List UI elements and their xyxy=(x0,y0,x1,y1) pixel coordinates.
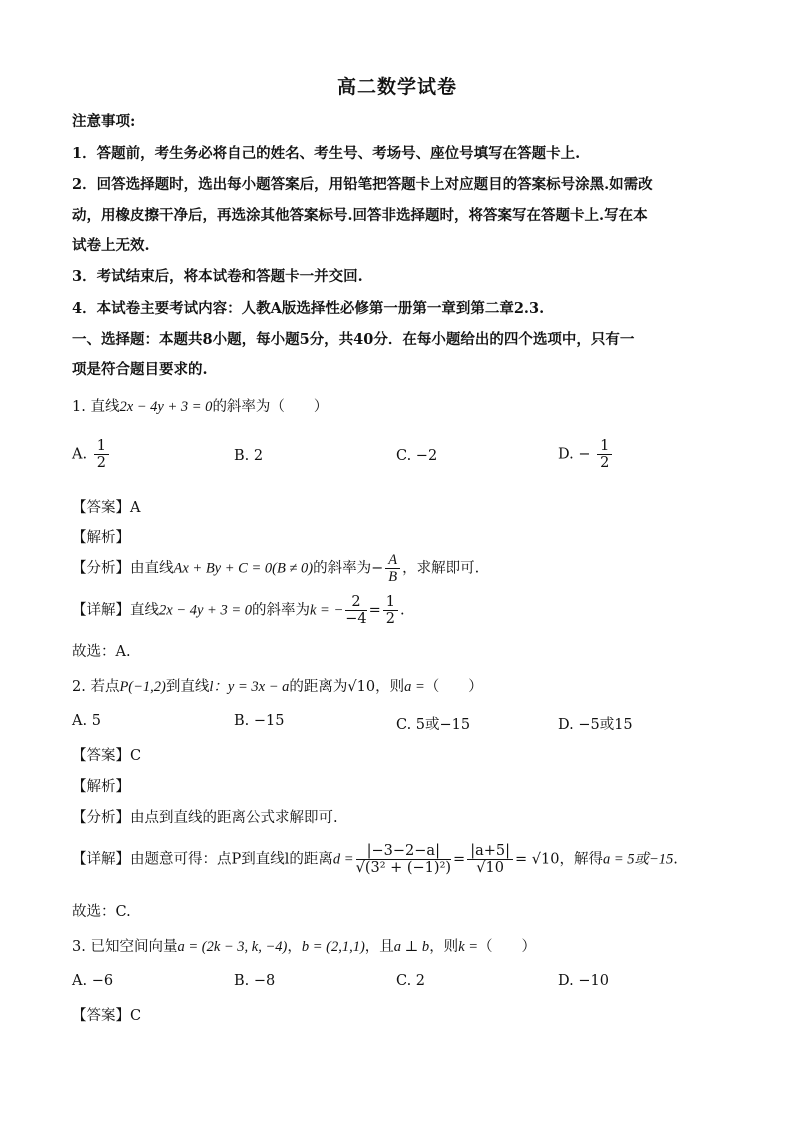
q3-comma: ， xyxy=(287,939,302,955)
q1-detail-den2: 2 xyxy=(385,611,396,627)
q3-option-c: C. 2 xyxy=(396,973,426,989)
q2-detail-tag: 【详解】 xyxy=(72,851,130,868)
q2-detail-eqsign: = xyxy=(453,851,466,868)
q1-detail-k: k = − xyxy=(309,602,344,619)
q2-detail-num1: |−3−2−a| xyxy=(356,843,451,860)
q3-perp: a ⊥ b xyxy=(393,939,430,955)
q1-fenxi-num: A xyxy=(385,552,400,569)
q1-fenxi-end: ，求解即可. xyxy=(402,560,480,577)
q1-detail-eqsign: = xyxy=(368,602,381,619)
q3-suffix: ，则 xyxy=(429,939,459,955)
q1-fenxi-tag: 【分析】 xyxy=(72,560,130,577)
note-item-2c: 试卷上无效. xyxy=(72,237,150,254)
q3-option-d: D. −10 xyxy=(558,973,609,989)
q1-detail-num1: 2 xyxy=(345,594,366,611)
section-heading-line2: 项是符合题目要求的. xyxy=(72,361,208,378)
q1-detail-text: 直线 xyxy=(130,602,159,619)
notes-heading: 注意事项: xyxy=(72,113,136,130)
q3-paren: （ ） xyxy=(478,939,537,955)
q2-option-a: A. 5 xyxy=(72,713,101,729)
q2-detail-solve: ，解得 xyxy=(559,851,603,868)
q1-option-d-den: 2 xyxy=(600,455,610,471)
q1-option-a-den: 2 xyxy=(96,455,106,471)
q1-detail-text2: 的斜率为 xyxy=(251,602,310,619)
q3-vector-b: b = (2,1,1) xyxy=(301,939,365,955)
q2-option-c: C. 5或−15 xyxy=(396,717,471,733)
q1-option-d xyxy=(558,438,614,471)
q2-analysis-heading: 【解析】 xyxy=(72,779,130,795)
q2-fenxi: 【分析】由点到直线的距离公式求解即可. xyxy=(72,810,338,826)
q3-answer: 【答案】C xyxy=(72,1008,142,1024)
q2-detail-fraction1 xyxy=(356,843,451,876)
q1-fenxi-text: 由直线 xyxy=(130,560,174,577)
q1-option-d-fraction xyxy=(597,438,612,471)
q2-option-b: B. −15 xyxy=(234,713,285,729)
note-item-4: 4．本试卷主要考试内容：人教A版选择性必修第一册第一章到第二章2.3. xyxy=(72,300,545,317)
q1-fenxi xyxy=(72,552,479,585)
q1-equation: 2x − 4y + 3 = 0 xyxy=(119,399,213,415)
q1-option-a-label: A. xyxy=(72,446,88,463)
q1-suffix: 的斜率为（ ） xyxy=(212,399,329,415)
q3-option-a: A. −6 xyxy=(72,973,114,989)
q1-choice: 故选：A. xyxy=(72,644,131,660)
q2-a: a = xyxy=(404,679,425,695)
q3-k: k = xyxy=(458,939,479,955)
q1-analysis-heading: 【解析】 xyxy=(72,530,130,546)
q2-detail-end: . xyxy=(673,851,678,868)
q1-detail-fraction2 xyxy=(383,594,398,627)
q2-detail-d: d = xyxy=(332,851,354,868)
q2-mid2: 的距离为 xyxy=(289,679,348,695)
note-item-2a: 2．回答选择题时，选出每小题答案后，用铅笔把答题卡上对应题目的答案标号涂黑.如需改 xyxy=(72,176,653,193)
q1-option-b: B. 2 xyxy=(234,448,264,464)
q2-prefix: 2. 若点 xyxy=(72,679,120,695)
q2-suffix: ，则 xyxy=(375,679,405,695)
q2-line: l：y = 3x − a xyxy=(209,679,290,695)
q2-detail-text: 由题意可得：点P到直线l的距离 xyxy=(130,851,333,868)
q1-fenxi-equation: Ax + By + C = 0(B ≠ 0) xyxy=(173,560,314,577)
q2-detail-value: a = 5或−15 xyxy=(602,851,674,868)
q1-option-d-label: D. − xyxy=(558,446,591,463)
q1-prefix: 1. 直线 xyxy=(72,399,120,415)
q3-prefix: 3. 已知空间向量 xyxy=(72,939,178,955)
section-heading-line1: 一、选择题：本题共8小题，每小题5分，共40分．在每小题给出的四个选项中，只有一 xyxy=(72,331,635,348)
q1-detail-fraction1 xyxy=(345,594,366,627)
q3-vector-a: a = (2k − 3, k, −4) xyxy=(177,939,288,955)
q2-point: P(−1,2) xyxy=(119,679,166,695)
q2-paren: （ ） xyxy=(424,679,483,695)
note-item-3: 3．考试结束后，将本试卷和答题卡一并交回. xyxy=(72,268,363,285)
note-item-2b: 动，用橡皮擦干净后，再选涂其他答案标号.回答非选择题时，将答案写在答题卡上.写在本 xyxy=(72,207,648,224)
page-title: 高二数学试卷 xyxy=(336,76,457,98)
q1-option-a-fraction xyxy=(94,438,109,471)
q1-option-a xyxy=(72,438,111,471)
question-1 xyxy=(72,395,328,416)
note-item-1: 1．答题前，考生务必将自己的姓名、考生号、考场号、座位号填写在答题卡上. xyxy=(72,145,581,162)
q1-detail-num2: 1 xyxy=(383,594,398,611)
q1-detail-den1: −4 xyxy=(345,611,367,627)
q1-option-c: C. −2 xyxy=(396,448,438,464)
q1-option-a-num: 1 xyxy=(94,438,109,455)
q1-answer: 【答案】A xyxy=(72,500,141,516)
q2-detail-den1: √(3² + (−1)²) xyxy=(355,860,452,876)
q2-detail-num2: |a+5| xyxy=(467,843,513,860)
q1-fenxi-den: B xyxy=(388,569,398,585)
question-3 xyxy=(72,935,536,956)
q2-detail-fraction2 xyxy=(467,843,513,876)
q1-fenxi-slope: 的斜率为− xyxy=(313,560,384,577)
q1-fenxi-fraction xyxy=(385,552,400,585)
q1-detail-end: . xyxy=(400,602,405,619)
q1-detail xyxy=(72,594,405,627)
q2-detail-den2: √10 xyxy=(476,860,504,876)
q2-option-d: D. −5或15 xyxy=(558,717,633,733)
question-2 xyxy=(72,675,483,696)
q2-detail-result: = √10 xyxy=(515,851,560,868)
q2-choice: 故选：C. xyxy=(72,904,131,920)
q2-dist: √10 xyxy=(347,679,376,695)
q3-mid: ，且 xyxy=(364,939,394,955)
q2-detail xyxy=(72,843,678,876)
q2-mid: 到直线 xyxy=(165,679,210,695)
q2-answer: 【答案】C xyxy=(72,748,142,764)
q1-option-d-num: 1 xyxy=(597,438,612,455)
q1-detail-equation: 2x − 4y + 3 = 0 xyxy=(159,602,252,619)
q1-detail-tag: 【详解】 xyxy=(72,602,130,619)
q3-option-b: B. −8 xyxy=(234,973,276,989)
